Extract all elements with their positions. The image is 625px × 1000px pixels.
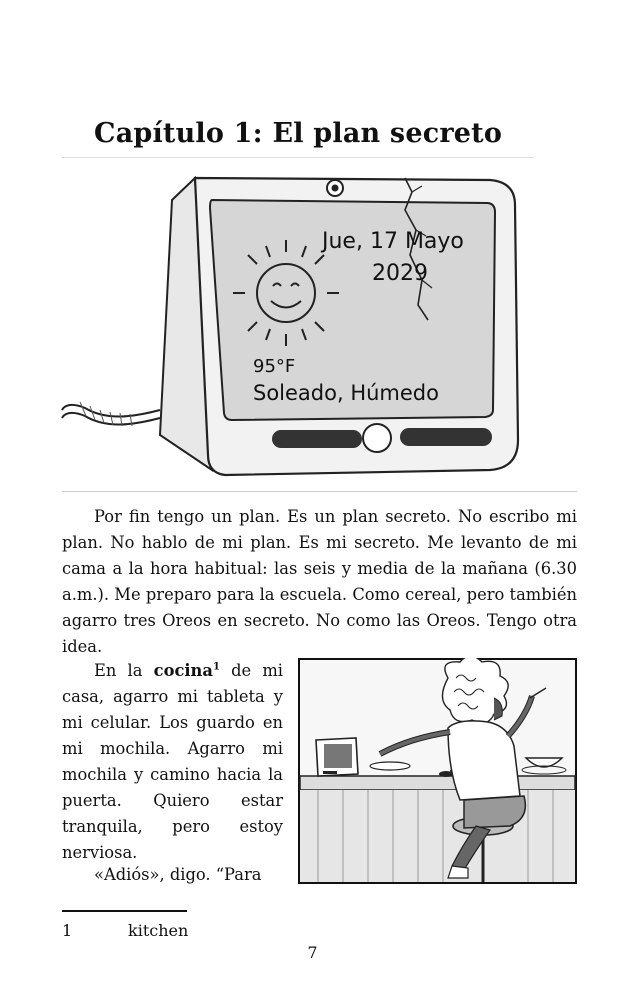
paragraph-2 [62, 658, 283, 866]
paragraph-2-after: de mi casa, agarro mi tableta y mi celular. Los guardo en mi mochila. Agarro mi mochila y camino hacia la puerta. Quiero estar tranquila, pero estoy nerviosa. [62, 661, 283, 862]
device-weather: Soleado, Húmedo [253, 381, 439, 405]
footnote-text: kitchen [128, 921, 189, 940]
device-date-line2: 2029 [372, 261, 428, 286]
page-number: 7 [307, 943, 318, 962]
illustration-rule [62, 491, 577, 492]
paragraph-2-before: En la [94, 661, 154, 680]
paragraph-1: Por fin tengo un plan. Es un plan secreto. No escribo mi plan. No hablo de mi plan. Es mi secreto. Me levanto de mi cama a la hora habitual: las seis y media de la mañana (6.30 a.m.). Me preparo para la escuela. Como cereal, pero también agarro tres Oreos en secreto. No como las Oreos. Tengo otra idea. [62, 507, 577, 656]
footnote-rule [62, 910, 187, 912]
footnote-number: 1 [62, 921, 73, 940]
smart-display-illustration [60, 170, 535, 485]
title-rule [62, 157, 534, 158]
device-date-line1: Jue, 17 Mayo [322, 229, 464, 254]
keyword-cocina: cocina [153, 661, 213, 680]
device-temperature: 95°F [253, 356, 296, 377]
footnote-reference: 1 [212, 661, 220, 673]
kitchen-counter-illustration [298, 658, 577, 884]
chapter-title: Capítulo 1: El plan secreto [94, 118, 503, 149]
paragraph-3: «Adiós», digo. “Para [94, 865, 262, 884]
